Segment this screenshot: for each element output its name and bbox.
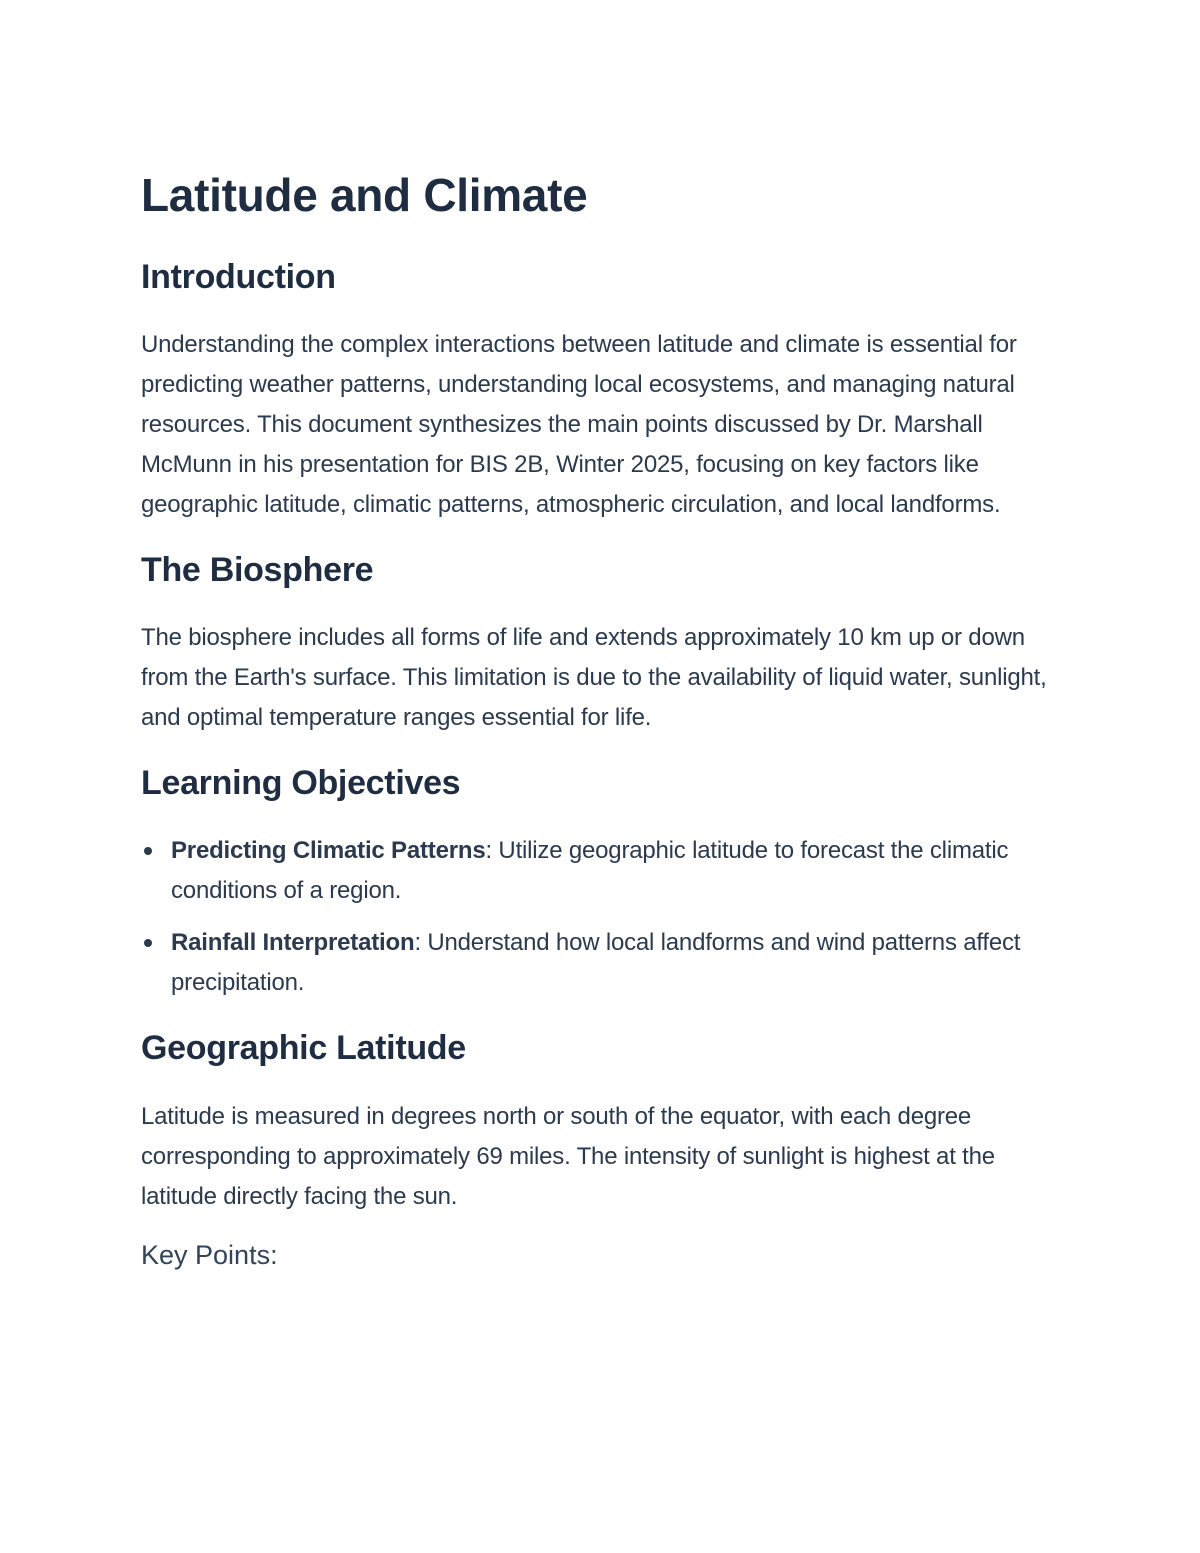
bullet-icon [144, 847, 152, 855]
geographic-latitude-heading: Geographic Latitude [141, 1029, 466, 1067]
document-title: Latitude and Climate [141, 169, 588, 221]
document-page [141, 165, 1066, 1273]
list-item [141, 831, 1066, 911]
list-item-text: : Understand how local landforms and wind patterns affect precipitation. [171, 929, 1021, 996]
bullet-icon [144, 939, 152, 947]
list-item-term: Predicting Climatic Patterns [171, 837, 486, 864]
geographic-latitude-paragraph: Latitude is measured in degrees north or south of the equator, with each degree corresponding to approximately 69 miles. The intensity of sunlight is highest at the latitude directly facing the sun. [141, 1103, 995, 1210]
learning-objectives-list [141, 831, 1066, 1003]
biosphere-paragraph: The biosphere includes all forms of life and extends approximately 10 km up or down from the Earth's surface. This limitation is due to the availability of liquid water, sunlight, and optimal temperature ranges essential for life. [141, 624, 1047, 731]
list-item [141, 923, 1066, 1003]
introduction-paragraph: Understanding the complex interactions between latitude and climate is essential for predicting weather patterns, understanding local ecosystems, and managing natural resources. This document synthesizes the main points discussed by Dr. Marshall McMunn in his presentation for BIS 2B, Winter 2025, focusing on key factors like geographic latitude, climatic patterns, atmospheric circulation, and local landforms. [141, 331, 1017, 518]
list-item-term: Rainfall Interpretation [171, 929, 415, 956]
biosphere-heading: The Biosphere [141, 551, 374, 589]
list-item-text: : Utilize geographic latitude to forecast the climatic conditions of a region. [171, 837, 1009, 904]
learning-objectives-heading: Learning Objectives [141, 764, 461, 802]
introduction-heading: Introduction [141, 258, 336, 296]
key-points-subheading: Key Points: [141, 1240, 278, 1270]
